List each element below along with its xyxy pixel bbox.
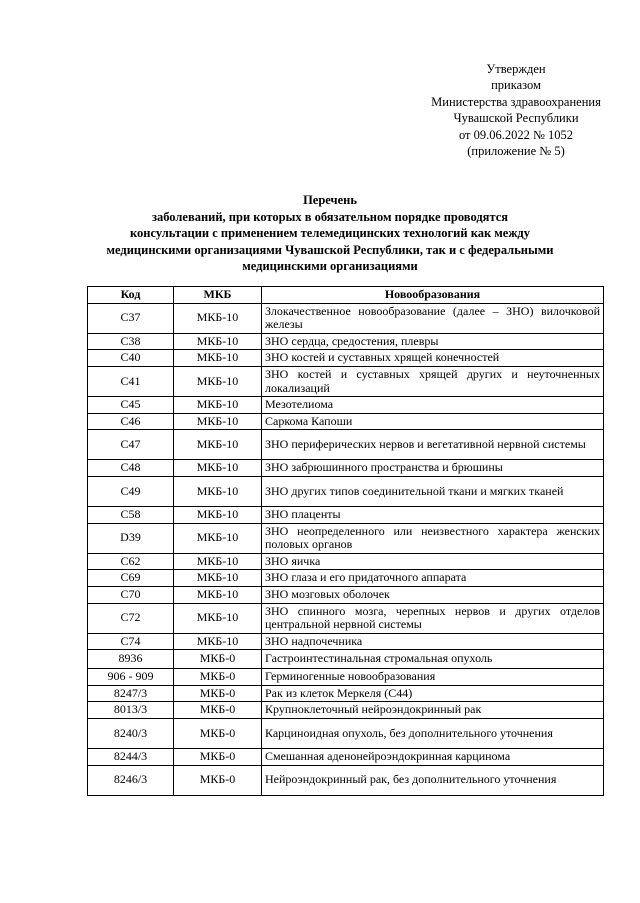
cell-code: C47 [88,430,174,460]
cell-mkb: МКБ-10 [174,460,262,477]
cell-desc: ЗНО мозговых оболочек [262,586,604,603]
table-row [88,476,604,506]
cell-desc: Рак из клеток Меркеля (C44) [262,685,604,702]
cell-code: C48 [88,460,174,477]
cell-desc: Герминогенные новообразования [262,669,604,686]
cell-code: 8244/3 [88,749,174,766]
cell-code: 8240/3 [88,719,174,749]
table-row [88,586,604,603]
table-row [88,430,604,460]
cell-mkb: МКБ-0 [174,749,262,766]
cell-code: C38 [88,333,174,350]
cell-mkb: МКБ-10 [174,413,262,430]
cell-mkb: МКБ-0 [174,765,262,795]
cell-code: C69 [88,570,174,587]
cell-desc: ЗНО надпочечника [262,633,604,650]
cell-mkb: МКБ-10 [174,586,262,603]
approval-line: (приложение № 5) [467,144,565,159]
cell-code: C49 [88,476,174,506]
cell-mkb: МКБ-0 [174,719,262,749]
cell-desc: Крупноклеточный нейроэндокринный рак [262,702,604,719]
cell-code: 8246/3 [88,765,174,795]
cell-code: C72 [88,603,174,633]
approval-line: приказом [491,78,541,93]
cell-desc: ЗНО яичка [262,553,604,570]
table-row [88,650,604,669]
table-row [88,702,604,719]
table-row [88,506,604,523]
cell-code: C46 [88,413,174,430]
approval-line: Чувашской Республики [453,111,579,126]
cell-desc: ЗНО глаза и его придаточного аппарата [262,570,604,587]
cell-mkb: МКБ-10 [174,366,262,396]
table-row [88,366,604,396]
cell-code: 8247/3 [88,685,174,702]
header-neoplasms: Новообразования [262,287,604,304]
cell-desc: Саркома Капоши [262,413,604,430]
table-row [88,303,604,333]
cell-desc: Нейроэндокринный рак, без дополнительного уточнения [262,765,604,795]
cell-mkb: МКБ-10 [174,303,262,333]
table-row [88,749,604,766]
cell-desc: Карциноидная опухоль, без дополнительного уточнения [262,719,604,749]
cell-code: C37 [88,303,174,333]
cell-mkb: МКБ-10 [174,570,262,587]
cell-mkb: МКБ-10 [174,333,262,350]
cell-desc: ЗНО периферических нервов и вегетативной нервной системы [262,430,604,460]
cell-code: 906 - 909 [88,669,174,686]
cell-desc: ЗНО костей и суставных хрящей других и неуточненных локализаций [262,366,604,396]
title-line: медицинскими организациями [242,259,418,273]
cell-desc: ЗНО неопределенного или неизвестного характера женских половых органов [262,523,604,553]
cell-mkb: МКБ-10 [174,603,262,633]
cell-mkb: МКБ-10 [174,523,262,553]
table-row [88,570,604,587]
cell-code: C58 [88,506,174,523]
approval-line: от 09.06.2022 № 1052 [458,127,574,142]
table-row [88,413,604,430]
table-row [88,397,604,414]
cell-mkb: МКБ-0 [174,669,262,686]
cell-mkb: МКБ-10 [174,506,262,523]
cell-mkb: МКБ-10 [174,397,262,414]
cell-mkb: МКБ-10 [174,553,262,570]
title-line: заболеваний, при которых в обязательном порядке проводятся [151,209,509,224]
cell-code: C70 [88,586,174,603]
table-row [88,669,604,686]
approval-block [416,61,616,159]
cell-code: 8013/3 [88,702,174,719]
table-row [88,765,604,795]
cell-code: 8936 [88,650,174,669]
title-line: консультации с применением телемедицинских технологий как между [129,226,530,240]
title-line: медицинскими организациями Чувашской Республики, так и с федеральными [106,242,554,257]
disease-table [87,286,604,796]
table-row [88,603,604,633]
table-row [88,350,604,367]
table-row [88,333,604,350]
table-header-row [88,287,604,304]
cell-code: C40 [88,350,174,367]
cell-code: D39 [88,523,174,553]
table-row [88,523,604,553]
table-row [88,719,604,749]
table-row [88,553,604,570]
cell-desc: Гастроинтестинальная стромальная опухоль [262,650,604,669]
cell-desc: ЗНО забрюшинного пространства и брюшины [262,460,604,477]
approval-line: Утвержден [486,62,546,76]
cell-code: C74 [88,633,174,650]
cell-mkb: МКБ-0 [174,702,262,719]
table-row [88,685,604,702]
header-mkb: МКБ [174,287,262,304]
cell-desc: ЗНО спинного мозга, черепных нервов и других отделов центральной нервной системы [262,603,604,633]
cell-mkb: МКБ-10 [174,430,262,460]
title-line: Перечень [303,193,357,207]
cell-desc: Злокачественное новообразование (далее – ЗНО) вилочковой железы [262,303,604,333]
cell-desc: ЗНО других типов соединительной ткани и мягких тканей [262,476,604,506]
cell-desc: Смешанная аденонейроэндокринная карцинома [262,749,604,766]
cell-code: C62 [88,553,174,570]
cell-mkb: МКБ-0 [174,685,262,702]
approval-line: Министерства здравоохранения [431,94,601,109]
cell-desc: ЗНО сердца, средостения, плевры [262,333,604,350]
cell-mkb: МКБ-10 [174,476,262,506]
cell-mkb: МКБ-10 [174,633,262,650]
cell-mkb: МКБ-0 [174,650,262,669]
cell-desc: ЗНО плаценты [262,506,604,523]
cell-code: C41 [88,366,174,396]
header-code: Код [88,287,174,304]
cell-desc: Мезотелиома [262,397,604,414]
cell-code: C45 [88,397,174,414]
cell-desc: ЗНО костей и суставных хрящей конечностей [262,350,604,367]
cell-mkb: МКБ-10 [174,350,262,367]
table-row [88,460,604,477]
table-row [88,633,604,650]
document-title [60,192,600,275]
